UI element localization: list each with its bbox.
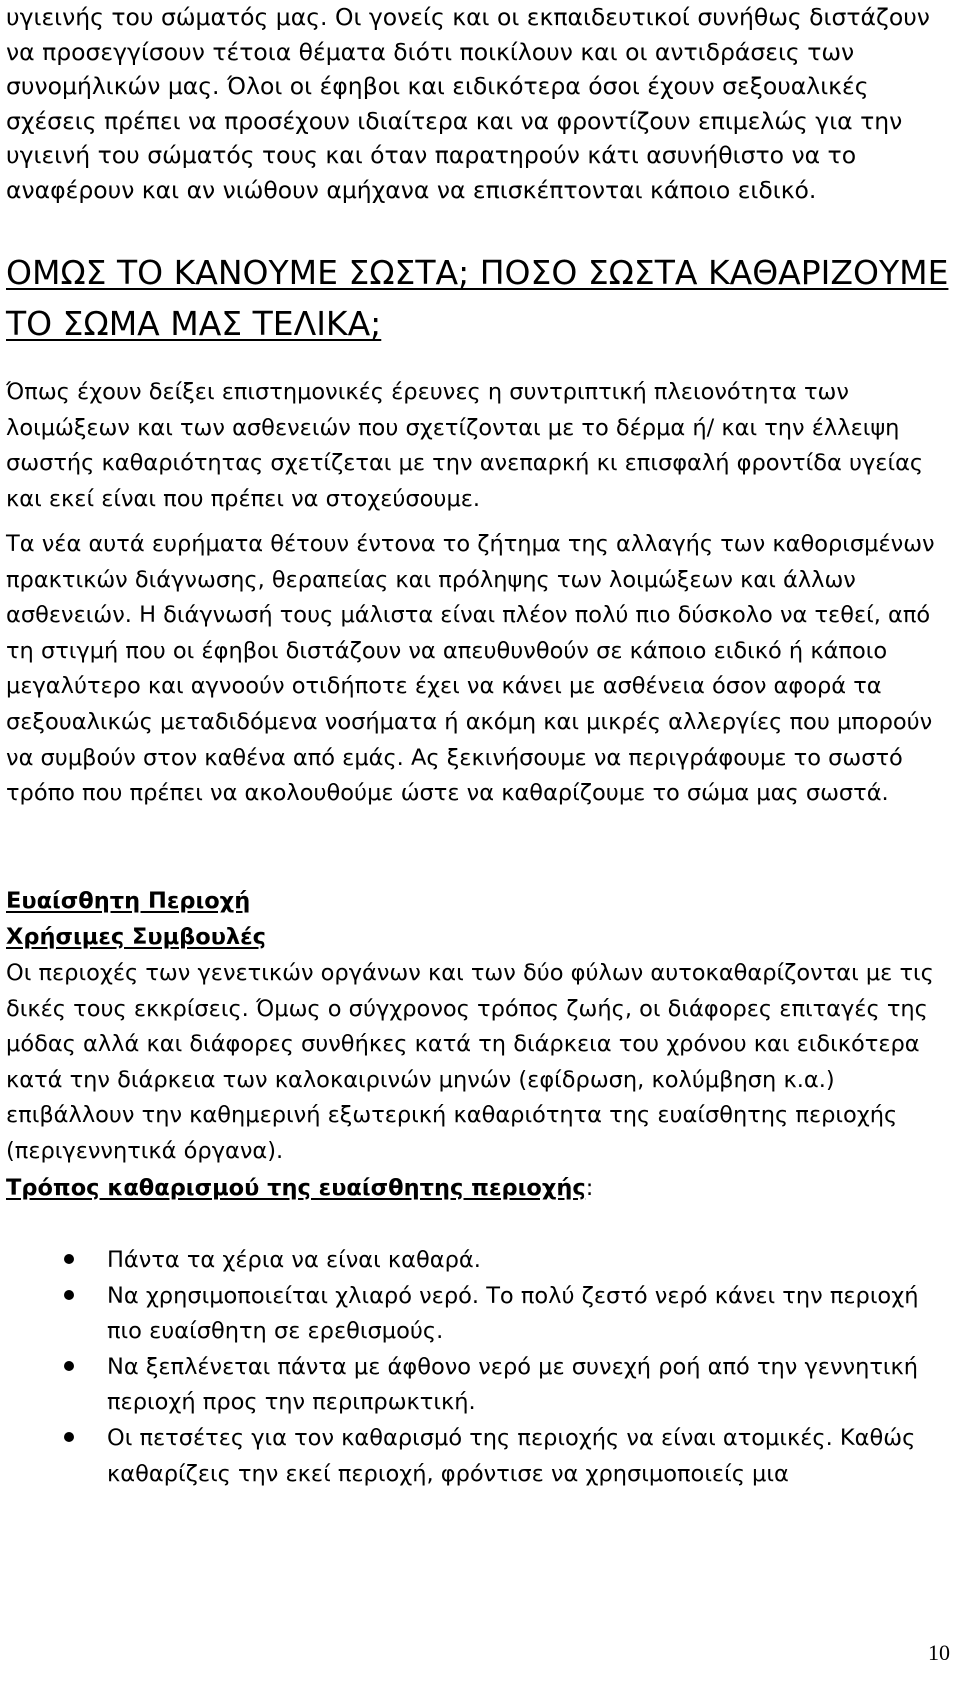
bullet-icon — [64, 1361, 74, 1371]
paragraph-research: Όπως έχουν δείξει επιστημονικές έρευνες η συντριπτική πλειονότητα των λοιμώξεων και των ασθενειών που σχετίζονται με το δέρμα ή/ και την έλλειψη σωστής καθαριότητας σχετίζεται με την ανεπαρκή κι επισφαλή φροντίδα υγείας και εκεί είναι που πρέπει να στοχεύσουμε. — [6, 379, 924, 512]
list-item — [0, 1243, 945, 1279]
tips-list — [0, 1243, 945, 1492]
paragraph-findings: Τα νέα αυτά ευρήματα θέτουν έντονα το ζήτημα της αλλαγής των καθορισμένων πρακτικών διάγνωσης, θεραπείας και πρόληψης των λοιμώξεων και άλλων ασθενειών. Η διάγνωσή τους μάλιστα είναι πλέον πολύ πιο δύσκολο να τεθεί, από τη στιγμή που οι έφηβοι διστάζουν να απευθυνθούν σε κάποιο ειδικό ή κάποιο μεγαλύτερο και αγνοούν οτιδήποτε έχει να κάνει με ασθένεια όσον αφορά τα σεξουαλικώς μεταδιδόμενα νοσήματα ή ακόμη και μικρές αλλεργίες που μπορούν να συμβούν στον καθένα από εμάς. Ας ξεκινήσουμε να περιγράφουμε το σωστό τρόπο που πρέπει να ακολουθούμε ώστε να καθαρίζουμε το σώμα μας σωστά. — [6, 531, 935, 807]
subheading-useful-tips: Χρήσιμες Συμβουλές — [6, 924, 266, 950]
bullet-icon — [64, 1290, 74, 1300]
bullet-icon — [64, 1432, 74, 1442]
cleaning-method-title: Τρόπος καθαρισμού της ευαίσθητης περιοχής — [6, 1175, 586, 1201]
page-number: 10 — [928, 1640, 950, 1665]
paragraph-genital-areas: Οι περιοχές των γενετικών οργάνων και των δύο φύλων αυτοκαθαρίζονται με τις δικές τους εκκρίσεις. Όμως ο σύγχρονος τρόπος ζωής, οι διάφορες επιταγές της μόδας αλλά και διάφορες συνθήκες κατά τη διάρκεια του χρόνου και ειδικότερα κατά την διάρκεια των καλοκαιρινών μηνών (εφίδρωση, κολύμβηση κ.α.) επιβάλλουν την καθημερινή εξωτερική καθαριότητα της ευαίσθητης περιοχής (περιγεννητικά όργανα). — [6, 960, 934, 1164]
list-item-text: Πάντα τα χέρια να είναι καθαρά. — [107, 1247, 481, 1273]
intro-paragraph: υγιεινής του σώματός μας. Οι γονείς και οι εκπαιδευτικοί συνήθως διστάζουν να προσεγγίσουν τέτοια θέματα διότι ποικίλουν και οι αντιδράσεις των συνομήλικών μας. Όλοι οι έφηβοι και ειδικότερα όσοι έχουν σεξουαλικές σχέσεις πρέπει να προσέχουν ιδιαίτερα και να φροντίζουν επιμελώς για την υγιεινή του σώματός τους και όταν παρατηρούν κάτι ασυνήθιστο να το αναφέρουν και αν νιώθουν αμήχανα να επισκέπτονται κάποιο ειδικό. — [6, 3, 930, 204]
cleaning-method-label — [6, 1171, 951, 1207]
list-item — [0, 1421, 945, 1492]
list-item-text: Οι πετσέτες για τον καθαρισμό της περιοχής να είναι ατομικές. Καθώς καθαρίζεις την εκεί περιοχή, φρόντισε να χρησιμοποιείς μια — [107, 1424, 916, 1487]
section-heading: ΟΜΩΣ ΤΟ ΚΑΝΟΥΜΕ ΣΩΣΤΑ; ΠΟΣΟ ΣΩΣΤΑ ΚΑΘΑΡΙΖΟΥΜΕ ΤΟ ΣΩΜΑ ΜΑΣ ΤΕΛΙΚΑ; — [6, 253, 949, 343]
bullet-icon — [64, 1254, 74, 1264]
list-item — [0, 1350, 945, 1421]
list-item-text: Να ξεπλένεται πάντα με άφθονο νερό με συνεχή ροή από την γεννητική περιοχή προς την περιπρωκτική. — [107, 1353, 919, 1416]
list-item — [0, 1279, 945, 1350]
subheading-sensitive-area: Ευαίσθητη Περιοχή — [6, 888, 251, 914]
cleaning-method-colon: : — [585, 1175, 594, 1201]
list-item-text: Να χρησιμοποιείται χλιαρό νερό. Το πολύ ζεστό νερό κάνει την περιοχή πιο ευαίσθητη σε ερεθισμούς. — [107, 1282, 919, 1345]
